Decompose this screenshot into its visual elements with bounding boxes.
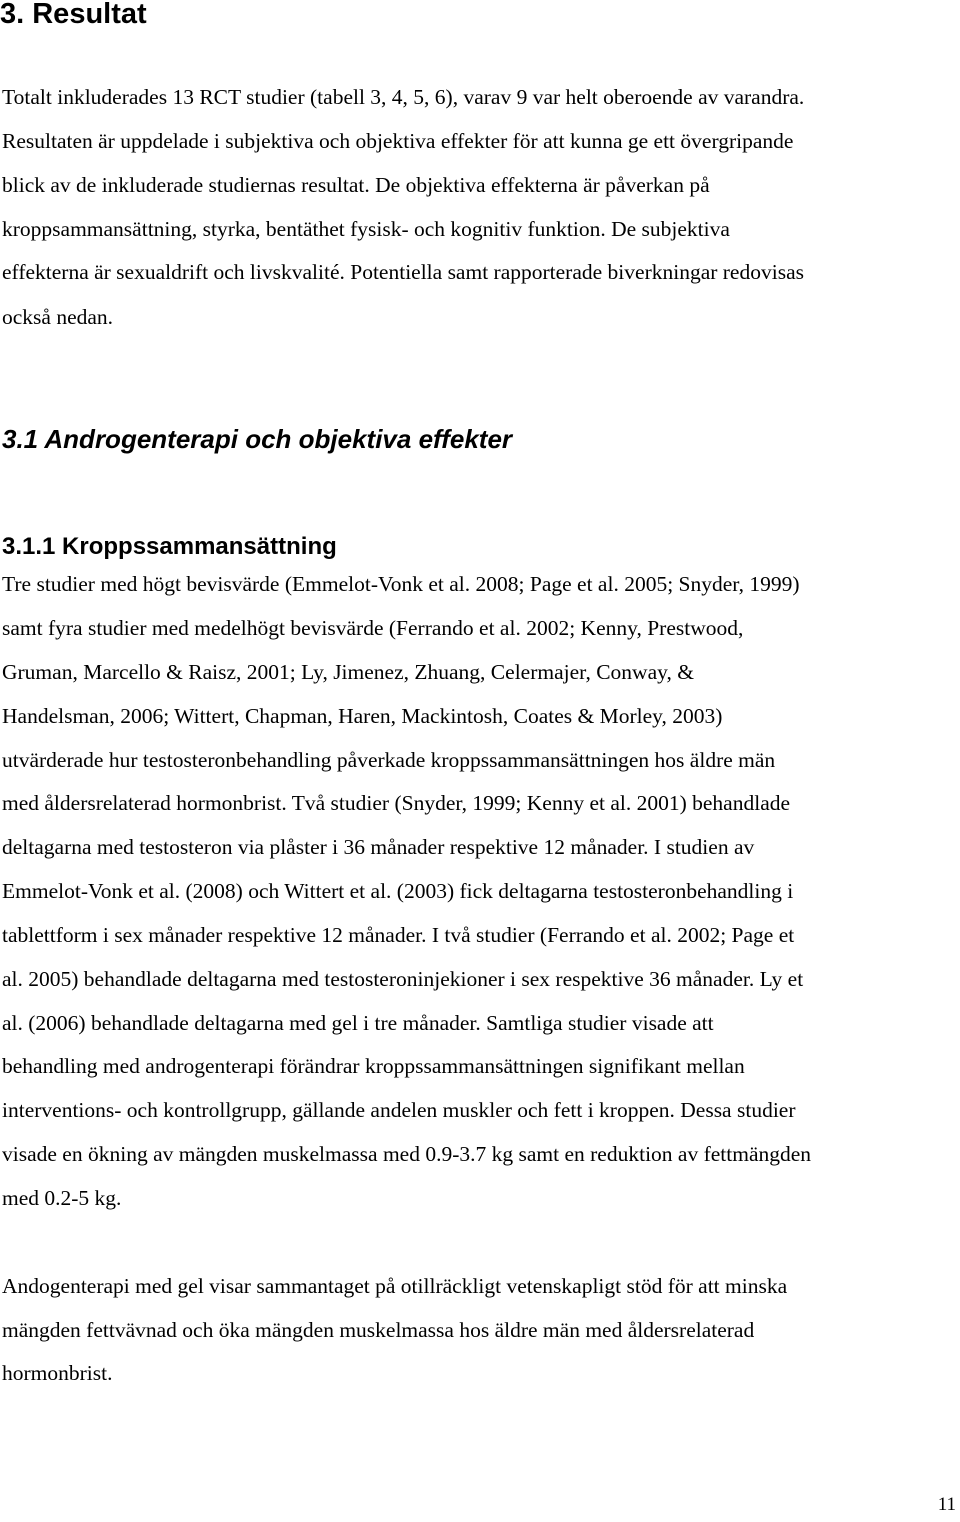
paragraph-line: behandling med androgenterapi förändrar kroppssammansättningen signifikant mellan [2,1054,745,1078]
paragraph-line: Totalt inkluderades 13 RCT studier (tabell 3, 4, 5, 6), varav 9 var helt oberoende av varandra. [2,85,805,109]
paragraph-line: visade en ökning av mängden muskelmassa med 0.9-3.7 kg samt en reduktion av fettmängden [2,1142,812,1166]
paragraph-line: tablettform i sex månader respektive 12 månader. I två studier (Ferrando et al. 2002; Page et [2,923,795,947]
paragraph-line: Resultaten är uppdelade i subjektiva och objektiva effekter för att kunna ge ett övergripande [2,129,794,153]
paragraph-line: al. (2006) behandlade deltagarna med gel i tre månader. Samtliga studier visade att [2,1011,714,1035]
page-heading: 3. Resultat [0,0,147,30]
paragraph-line: interventions- och kontrollgrupp, gällande andelen muskler och fett i kroppen. Dessa studier [2,1098,796,1122]
paragraph-line: Gruman, Marcello & Raisz, 2001; Ly, Jimenez, Zhuang, Celermajer, Conway, & [2,660,694,684]
paragraph-line: effekterna är sexualdrift och livskvalité. Potentiella samt rapporterade biverkningar redovisas [2,260,804,284]
paragraph-line: Andogenterapi med gel visar sammantaget på otillräckligt vetenskapligt stöd för att minska [2,1274,788,1298]
paragraph-line: Tre studier med högt bevisvärde (Emmelot-Vonk et al. 2008; Page et al. 2005; Snyder, 1999) [2,572,800,596]
paragraph-line: också nedan. [2,305,114,329]
section-heading: 3.1 Androgenterapi och objektiva effekter [2,424,513,454]
paragraph-line: deltagarna med testosteron via plåster i 36 månader respektive 12 månader. I studien av [2,835,755,859]
page-number: 11 [937,1494,956,1515]
paragraph-line: al. 2005) behandlade deltagarna med testosteroninjekioner i sex respektive 36 månader. Ly et [2,967,804,991]
subsection-heading: 3.1.1 Kroppssammansättning [2,533,337,560]
paragraph-line: kroppsammansättning, styrka, bentäthet fysisk- och kognitiv funktion. De subjektiva [2,217,730,241]
paragraph-line: Emmelot-Vonk et al. (2008) och Wittert et al. (2003) fick deltagarna testosteronbehandling i [2,879,794,903]
paragraph-line: mängden fettvävnad och öka mängden muskelmassa hos äldre män med åldersrelaterad [2,1318,755,1342]
paragraph-line: med åldersrelaterad hormonbrist. Två studier (Snyder, 1999; Kenny et al. 2001) behandlade [2,791,791,815]
paragraph-line: Handelsman, 2006; Wittert, Chapman, Haren, Mackintosh, Coates & Morley, 2003) [2,704,723,728]
paragraph-line: utvärderade hur testosteronbehandling påverkade kroppssammansättningen hos äldre män [2,748,776,772]
paragraph-line: hormonbrist. [2,1361,113,1385]
paragraph-line: samt fyra studier med medelhögt bevisvärde (Ferrando et al. 2002; Kenny, Prestwood, [2,616,744,640]
paragraph-line: med 0.2-5 kg. [2,1186,122,1210]
paragraph-line: blick av de inkluderade studiernas resultat. De objektiva effekterna är påverkan på [2,173,710,197]
